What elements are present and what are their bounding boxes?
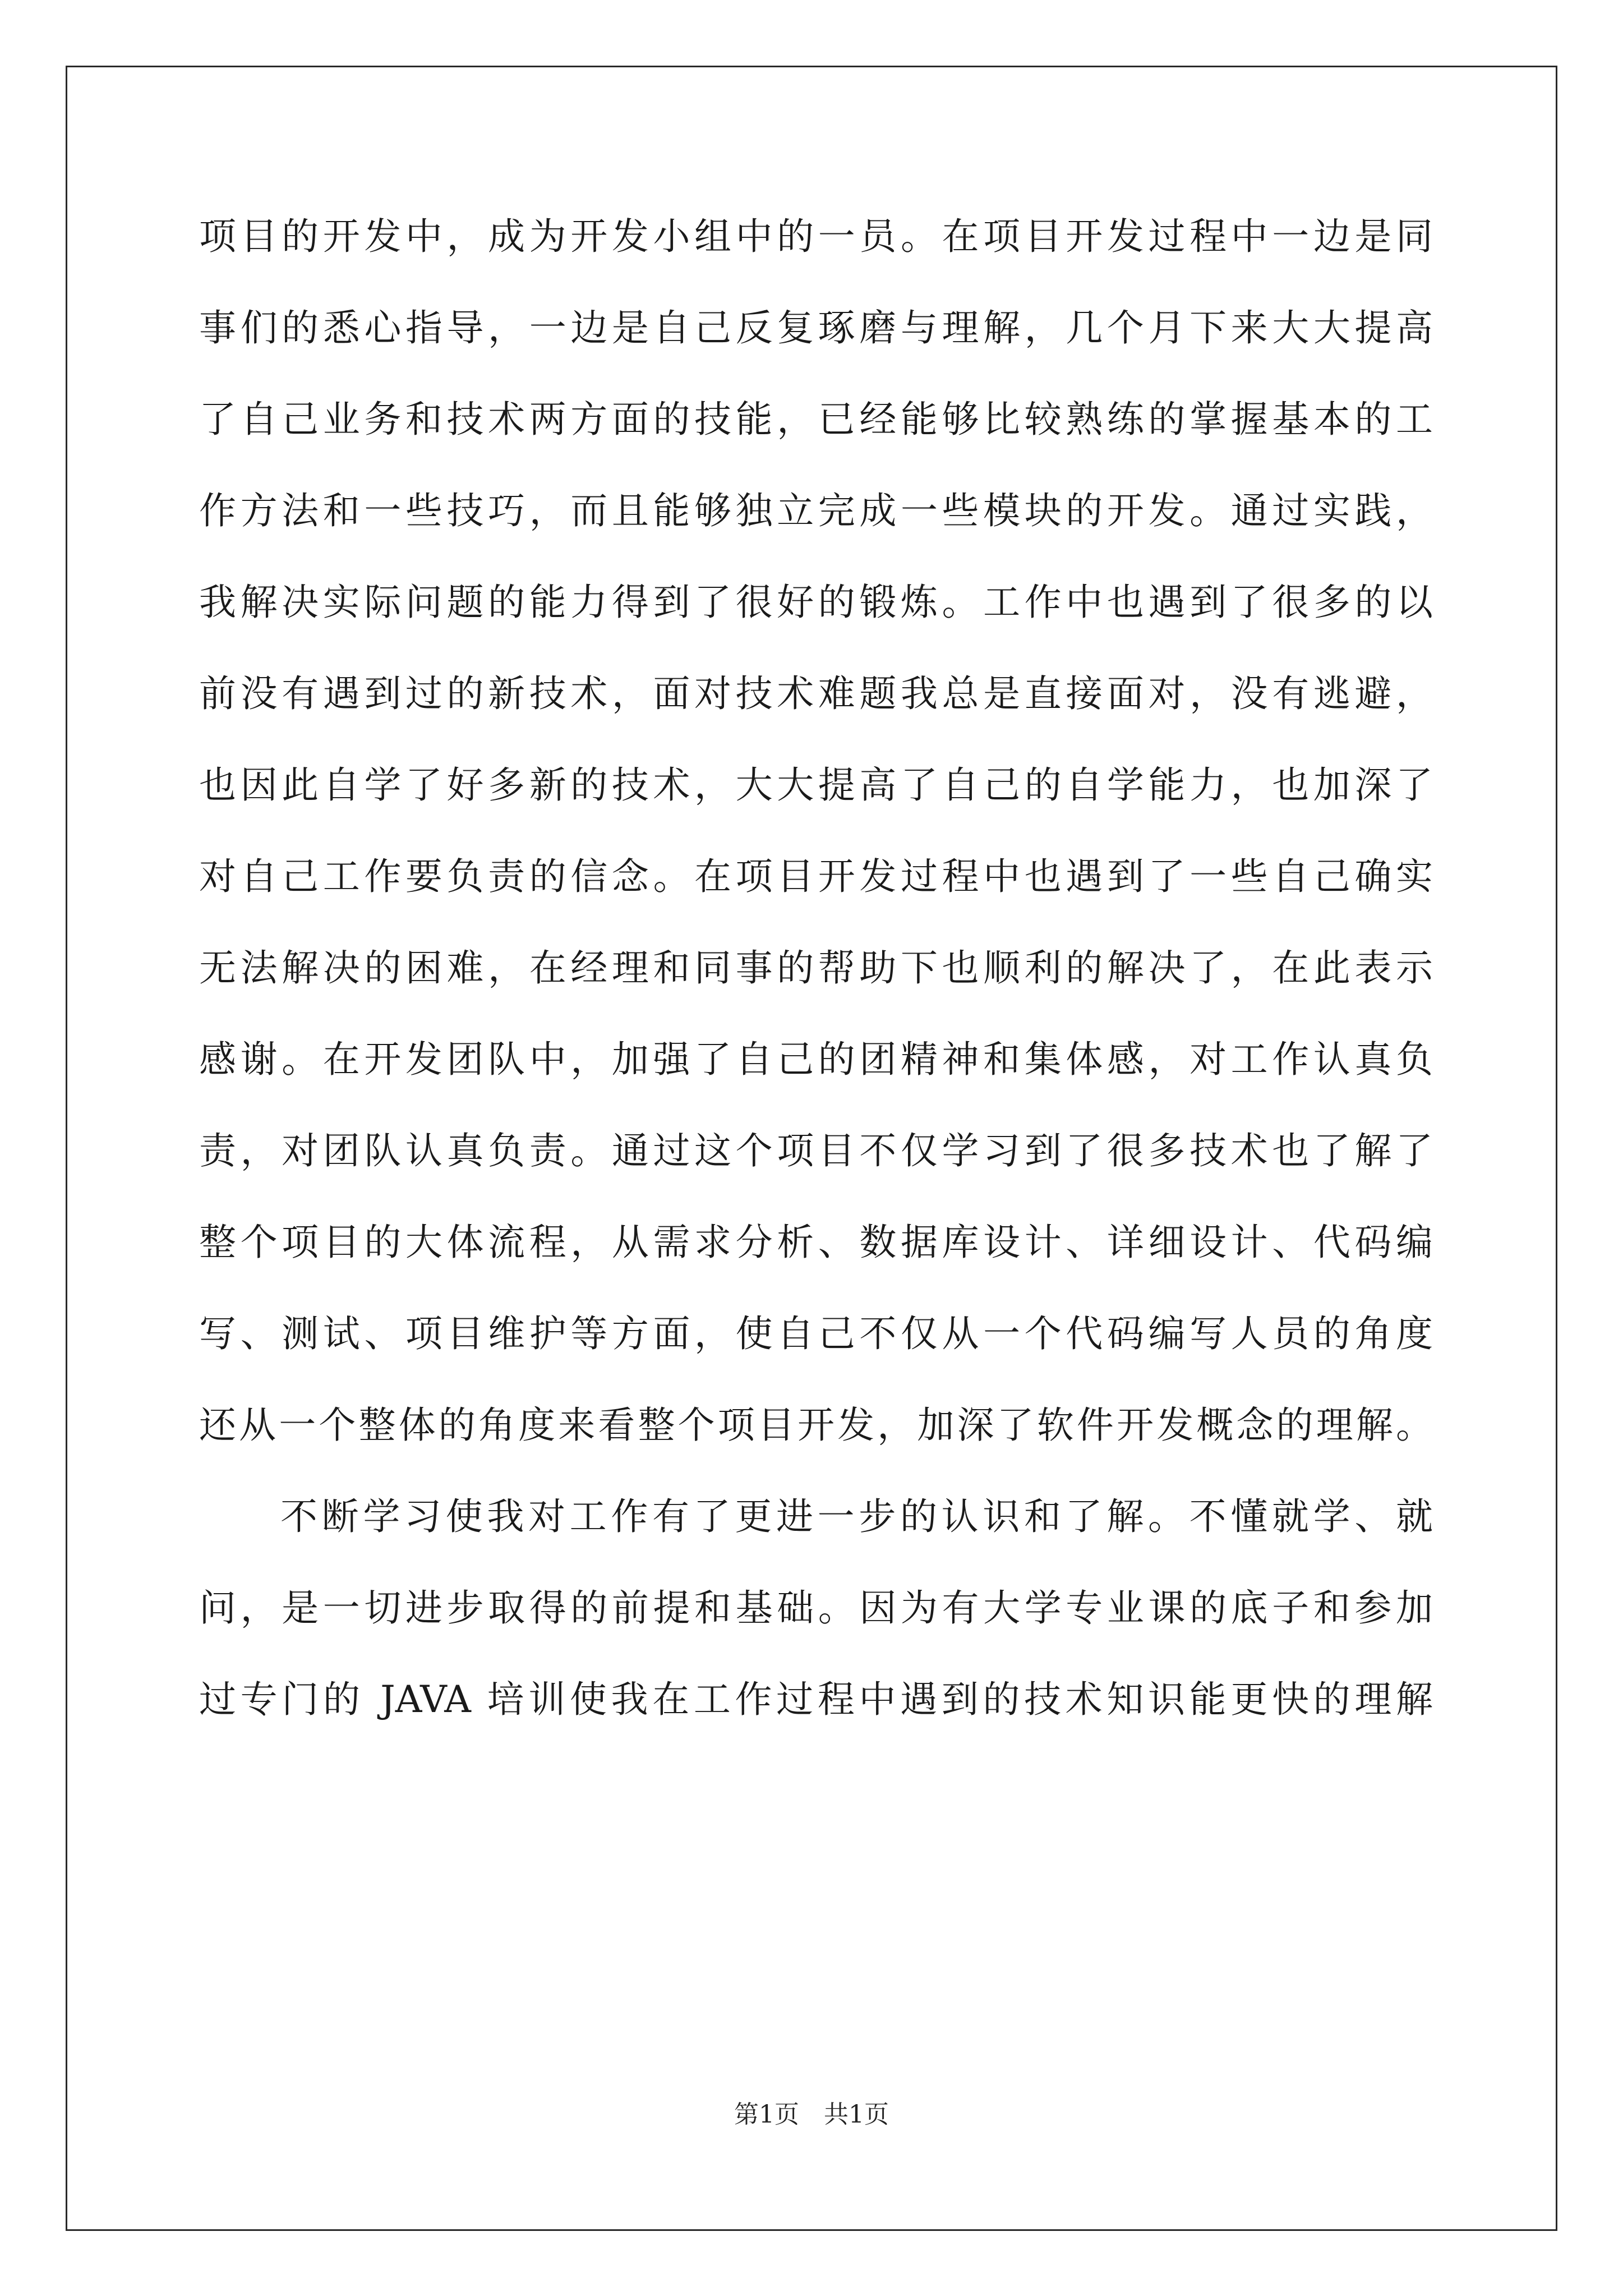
text-line: 无法解决的困难，在经理和同事的帮助下也顺利的解决了，在此表示 xyxy=(199,946,1433,990)
text-line: 了自己业务和技术两方面的技能，已经能够比较熟练的掌握基本的工 xyxy=(199,398,1433,441)
text-line: 前没有遇到过的新技术，面对技术难题我总是直接面对，没有逃避， xyxy=(199,672,1433,715)
text-line: 对自己工作要负责的信念。在项目开发过程中也遇到了一些自己确实 xyxy=(199,855,1433,898)
text-line: 我解决实际问题的能力得到了很好的锻炼。工作中也遇到了很多的以 xyxy=(199,581,1433,624)
text-line: 问，是一切进步取得的前提和基础。因为有大学专业课的底子和参加 xyxy=(199,1586,1433,1630)
text-line: 事们的悉心指导，一边是自己反复琢磨与理解，几个月下来大大提高 xyxy=(199,306,1433,349)
text-line: 整个项目的大体流程，从需求分析、数据库设计、详细设计、代码编 xyxy=(199,1221,1433,1264)
text-line: 感谢。在开发团队中，加强了自己的团精神和集体感，对工作认真负 xyxy=(199,1038,1433,1081)
text-line: 写、测试、项目维护等方面，使自己不仅从一个代码编写人员的角度 xyxy=(199,1312,1433,1355)
text-line: 责，对团队认真负责。通过这个项目不仅学习到了很多技术也了解了 xyxy=(199,1129,1433,1172)
document-body xyxy=(199,214,1433,1769)
text-line: 过专门的 JAVA 培训使我在工作过程中遇到的技术知识能更快的理解 xyxy=(199,1678,1433,1721)
text-line: 项目的开发中，成为开发小组中的一员。在项目开发过程中一边是同 xyxy=(199,215,1433,258)
page-number-footer: 第1页 共1页 xyxy=(734,2100,889,2129)
text-line: 作方法和一些技巧，而且能够独立完成一些模块的开发。通过实践， xyxy=(199,489,1433,532)
paragraph-first-line: 不断学习使我对工作有了更进一步的认识和了解。不懂就学、就 xyxy=(280,1495,1433,1538)
text-line: 还从一个整体的角度来看整个项目开发，加深了软件开发概念的理解。 xyxy=(199,1404,1433,1447)
text-line: 也因此自学了好多新的技术，大大提高了自己的自学能力，也加深了 xyxy=(199,763,1433,807)
